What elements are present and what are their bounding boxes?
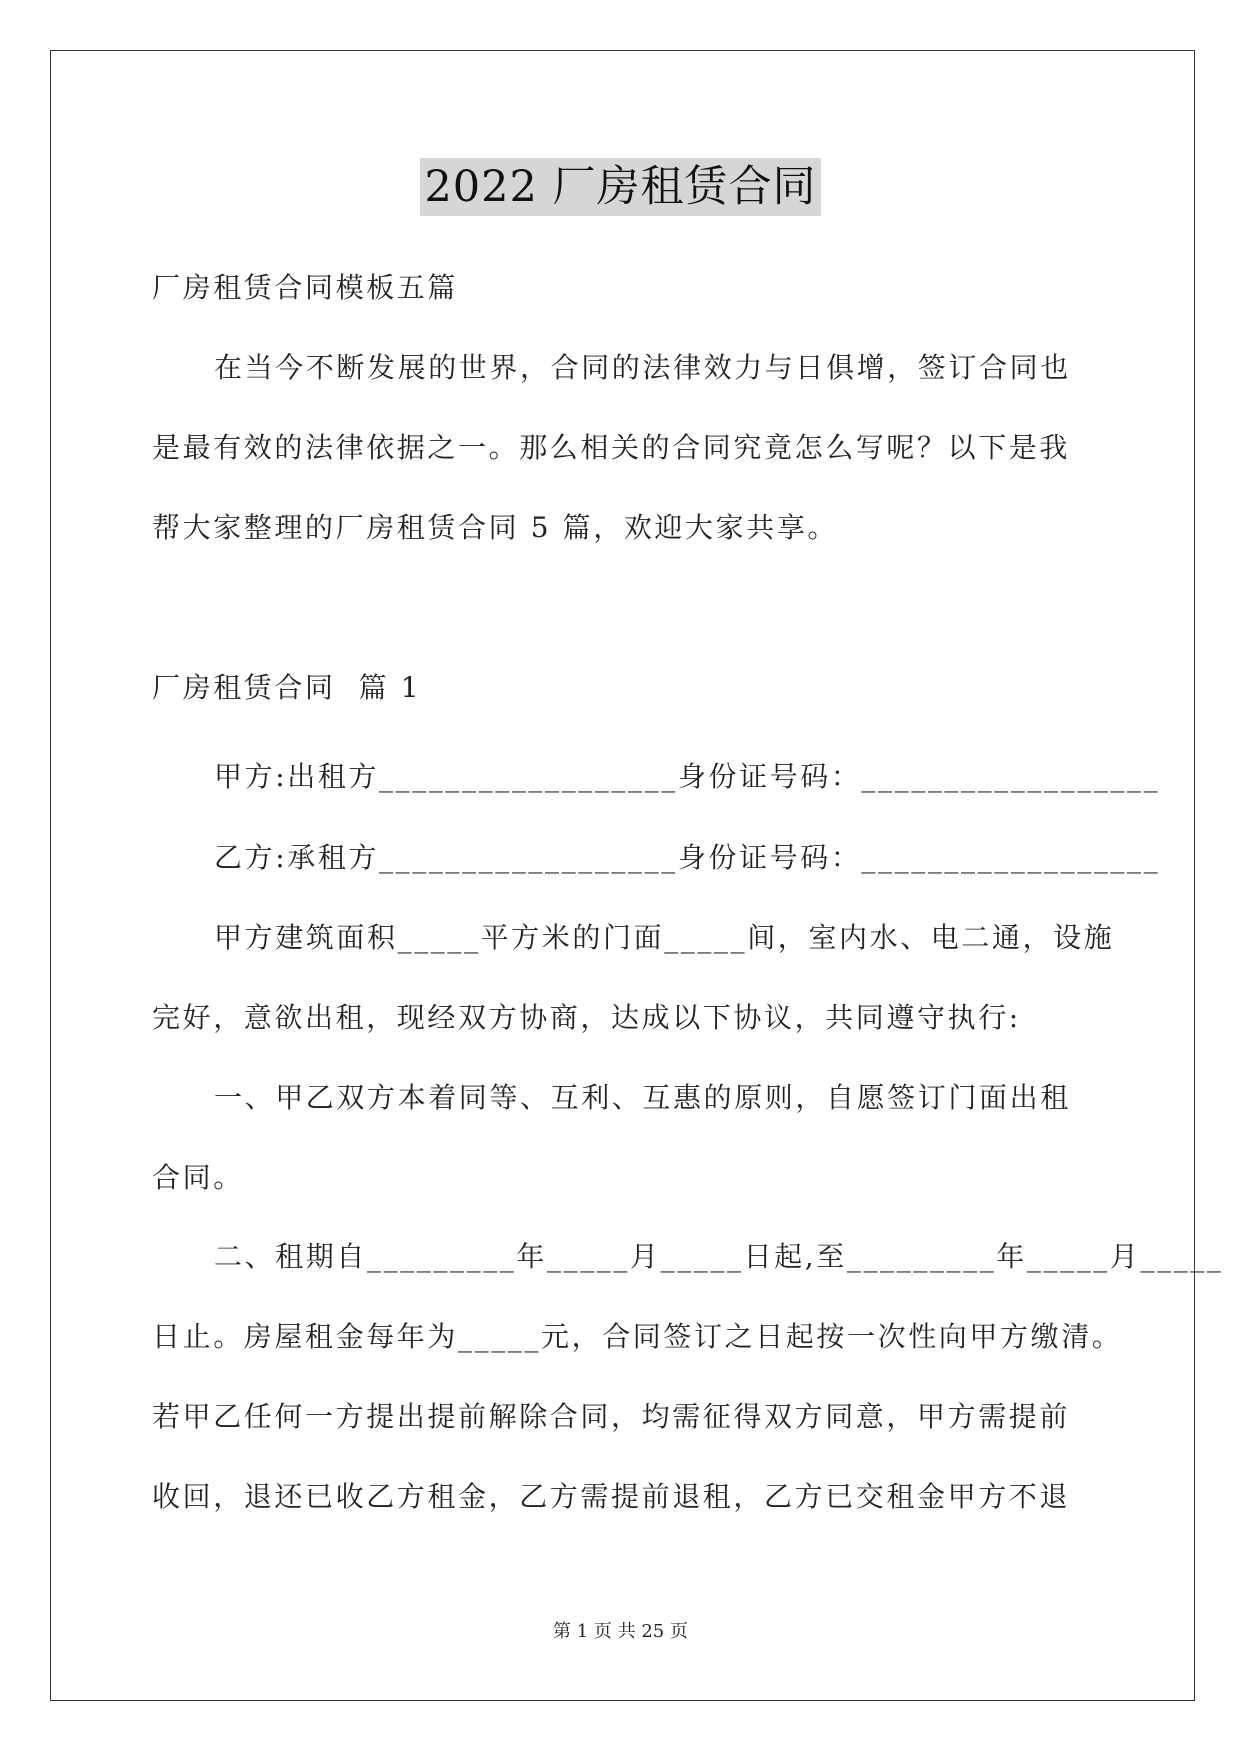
clause-line: 收回，退还已收乙方租金，乙方需提前退租，乙方已交租金甲方不退	[152, 1480, 1071, 1513]
clause-line: 日止。房屋租金每年为_____元，合同签订之日起按一次性向甲方缴清。	[152, 1320, 1123, 1353]
paragraph-line: 完好，意欲出租，现经双方协商，达成以下协议，共同遵守执行:	[152, 1001, 1021, 1034]
clause-line: 一、甲乙双方本着同等、互利、互惠的原则，自愿签订门面出租	[214, 1081, 1071, 1114]
section-heading: 厂房租赁合同 篇 1	[152, 671, 422, 704]
paragraph-line: 帮大家整理的厂房租赁合同 5 篇，欢迎大家共享。	[152, 511, 839, 544]
party-b-line: 乙方:承租方__________________身份证号码：__________________	[214, 841, 1161, 874]
party-a-line: 甲方:出租方__________________身份证号码：__________________	[214, 760, 1161, 793]
paragraph-line: 是最有效的法律依据之一。那么相关的合同究竟怎么写呢？以下是我	[152, 431, 1071, 464]
paragraph-line: 在当今不断发展的世界，合同的法律效力与日俱增，签订合同也	[214, 351, 1071, 384]
page-footer: 第 1 页 共 25 页	[553, 1621, 688, 1642]
paragraph-line: 甲方建筑面积_____平方米的门面_____间，室内水、电二通，设施	[214, 921, 1115, 954]
clause-line: 合同。	[152, 1161, 244, 1194]
document-title: 2022 厂房租赁合同	[420, 158, 820, 216]
subtitle-line: 厂房租赁合同模板五篇	[152, 271, 459, 304]
clause-line: 若甲乙任何一方提出提前解除合同，均需征得双方同意，甲方需提前	[152, 1400, 1071, 1433]
title-container	[0, 158, 1241, 216]
clause-line: 二、租期自_________年_____月_____日起,至_________年_____月_____	[214, 1240, 1224, 1273]
